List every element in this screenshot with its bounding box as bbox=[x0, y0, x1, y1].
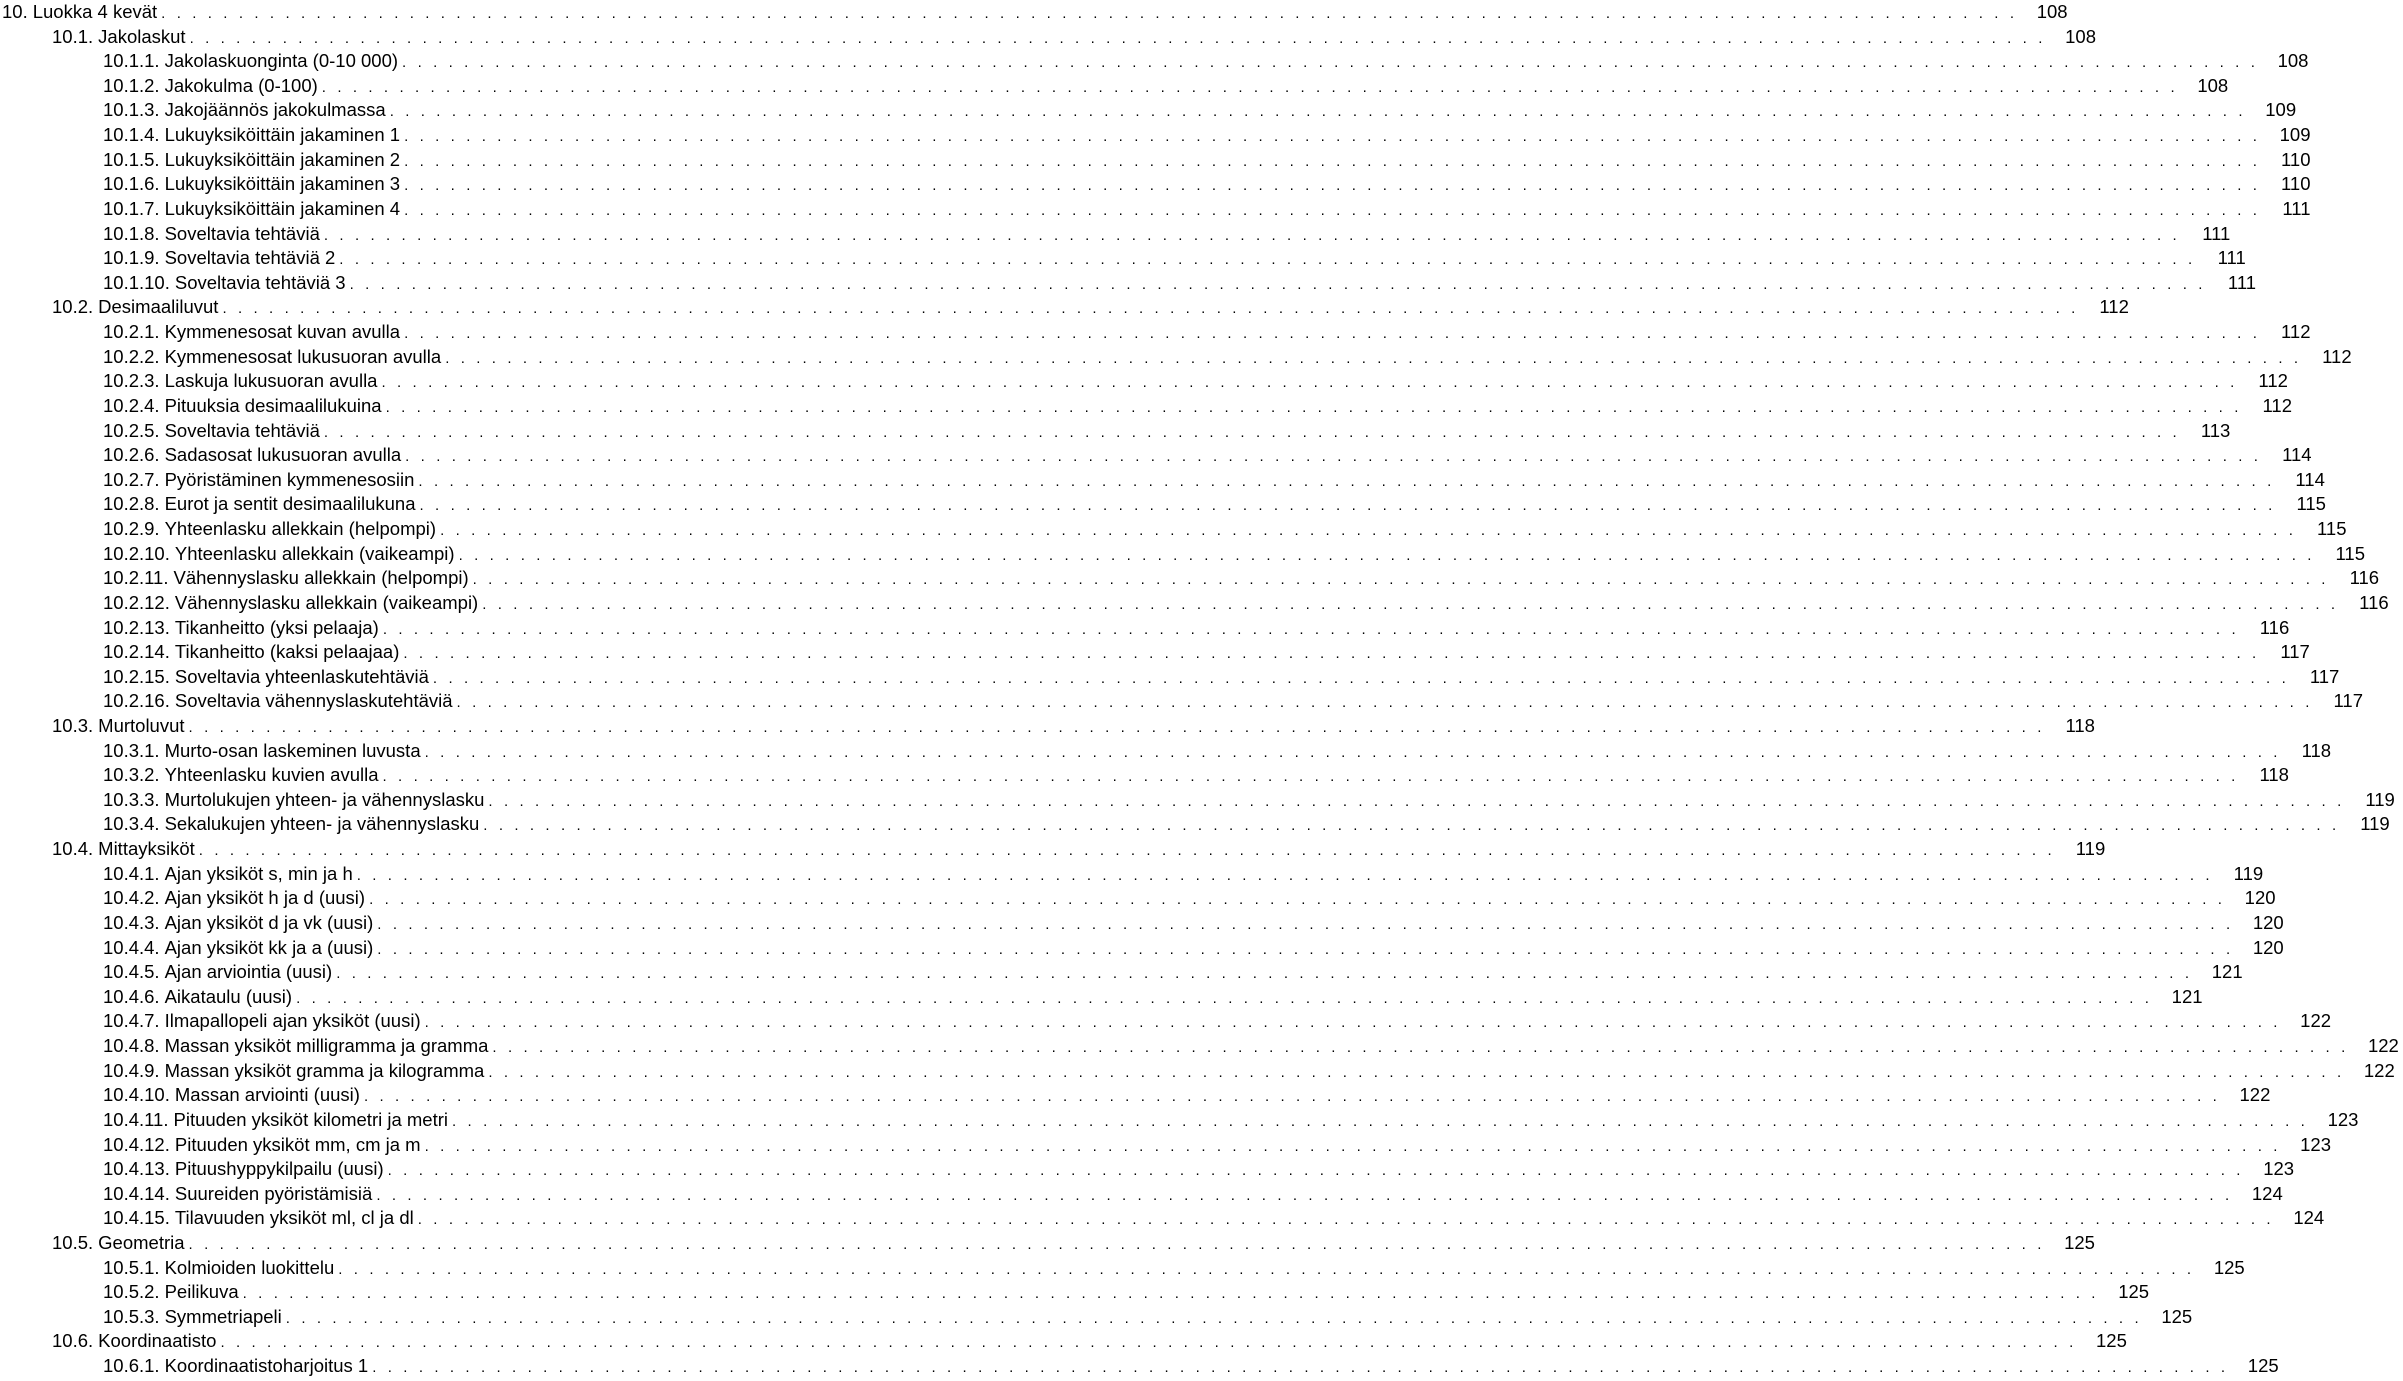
toc-subsection-entry[interactable] bbox=[0, 419, 2231, 444]
toc-subsection-entry[interactable] bbox=[0, 665, 2340, 690]
toc-subsection-entry[interactable] bbox=[0, 911, 2284, 936]
toc-entry-title: Laskuja lukusuoran avulla bbox=[164, 370, 378, 392]
toc-subsection-entry[interactable] bbox=[0, 517, 2347, 542]
toc-dot-leader: . . . . . . . . . . . . . . . . . . . . . . . . . . . . . . . . . . . . . . . . . . . . . . . . . . . . . . . . . . . . . . . . . . . . . . . . . . . . . . . . . . . . . . . . . . . . . . . . . . . . . . . . . . . . . . . . . . . . . . . . bbox=[188, 718, 2045, 736]
toc-page-number: 116 bbox=[2349, 567, 2380, 589]
toc-entry-number: 10.1.10. bbox=[103, 271, 170, 293]
toc-dot-leader: . . . . . . . . . . . . . . . . . . . . . . . . . . . . . . . . . . . . . . . . . . . . . . . . . . . . . . . . . . . . . . . . . . . . . . . . . . . . . . . . . . . . . . . . . . . . . . . . . . . . . . . . . . . . . . . . . . . . . . . . bbox=[382, 768, 2239, 786]
toc-entry-title: Eurot ja sentit desimaalilukuna bbox=[164, 493, 416, 515]
toc-subsection-entry[interactable] bbox=[0, 1256, 2245, 1281]
toc-entry-title: Massan arviointi (uusi) bbox=[174, 1084, 360, 1106]
toc-page-number: 115 bbox=[2335, 542, 2366, 564]
toc-dot-leader: . . . . . . . . . . . . . . . . . . . . . . . . . . . . . . . . . . . . . . . . . . . . . . . . . . . . . . . . . . . . . . . . . . . . . . . . . . . . . . . . . . . . . . . . . . . . . . . . . . . . . . . . . . . . . . . . . . . . . . . . bbox=[381, 374, 2238, 392]
toc-entry-title: Vähennyslasku allekkain (vaikeampi) bbox=[174, 591, 479, 613]
toc-entry-title: Soveltavia tehtäviä 3 bbox=[174, 271, 346, 293]
toc-entry-number: 10.1.3. bbox=[103, 99, 160, 121]
toc-entry-title: Lukuyksiköittäin jakaminen 1 bbox=[164, 124, 401, 146]
toc-entry-title: Pyöristäminen kymmenesosiin bbox=[164, 468, 415, 490]
toc-entry-number: 10.4.4. bbox=[103, 936, 160, 958]
toc-entry-title: Ilmapallopeli ajan yksiköt (uusi) bbox=[164, 1010, 421, 1032]
toc-entry-number: 10.2.5. bbox=[103, 419, 160, 441]
toc-entry-number: 10.4.7. bbox=[103, 1010, 160, 1032]
toc-subsection-entry[interactable] bbox=[0, 123, 2311, 148]
toc-entry-number: 10.5.1. bbox=[103, 1256, 160, 1278]
toc-subsection-entry[interactable] bbox=[0, 788, 2395, 813]
toc-entry-number: 10.2.1. bbox=[103, 321, 160, 343]
toc-page-number: 120 bbox=[2252, 936, 2284, 958]
toc-dot-leader: . . . . . . . . . . . . . . . . . . . . . . . . . . . . . . . . . . . . . . . . . . . . . . . . . . . . . . . . . . . . . . . . . . . . . . . . . . . . . . . . . . . . . . . . . . . . . . . . . . . . . . . . . . . . . . . . . . . . . . . . bbox=[198, 842, 2056, 860]
toc-dot-leader: . . . . . . . . . . . . . . . . . . . . . . . . . . . . . . . . . . . . . . . . . . . . . . . . . . . . . . . . . . . . . . . . . . . . . . . . . . . . . . . . . . . . . . . . . . . . . . . . . . . . . . . . . . . . . . . . . . . . . . . . bbox=[424, 743, 2282, 761]
toc-entry-title: Aikataulu (uusi) bbox=[164, 985, 293, 1007]
toc-page-number: 125 bbox=[2247, 1355, 2279, 1377]
toc-entry-number: 10.1.8. bbox=[103, 222, 160, 244]
toc-subsection-entry[interactable] bbox=[0, 960, 2243, 985]
toc-entry-title: Murtoluvut bbox=[98, 714, 185, 736]
toc-page-number: 125 bbox=[2096, 1330, 2127, 1352]
toc-entry-number: 10.2.8. bbox=[103, 493, 160, 515]
toc-entry-number: 10.4.12. bbox=[103, 1133, 170, 1155]
toc-page-number: 111 bbox=[2227, 271, 2257, 293]
toc-subsection-entry[interactable] bbox=[0, 468, 2325, 493]
toc-dot-leader: . . . . . . . . . . . . . . . . . . . . . . . . . . . . . . . . . . . . . . . . . . . . . . . . . . . . . . . . . . . . . . . . . . . . . . . . . . . . . . . . . . . . . . . . . . . . . . . . . . . . . . . . . . . . . . . . . . . . . . . . bbox=[417, 1211, 2275, 1229]
toc-subsection-entry[interactable] bbox=[0, 1354, 2279, 1379]
toc-subsection-entry[interactable] bbox=[0, 172, 2311, 197]
toc-entry-title: Tilavuuden yksiköt ml, cl ja dl bbox=[174, 1207, 414, 1229]
toc-dot-leader: . . . . . . . . . . . . . . . . . . . . . . . . . . . . . . . . . . . . . . . . . . . . . . . . . . . . . . . . . . . . . . . . . . . . . . . . . . . . . . . . . . . . . . . . . . . . . . . . . . . . . . . . . . . . . . . . . . . . . . . . bbox=[296, 989, 2153, 1007]
toc-subsection-entry[interactable] bbox=[0, 271, 2257, 296]
toc-entry-number: 10.5. bbox=[52, 1232, 94, 1253]
toc-entry-title: Soveltavia tehtäviä bbox=[164, 222, 320, 244]
toc-dot-leader: . . . . . . . . . . . . . . . . . . . . . . . . . . . . . . . . . . . . . . . . . . . . . . . . . . . . . . . . . . . . . . . . . . . . . . . . . . . . . . . . . . . . . . . . . . . . . . . . . . . . . . . . . . . . . . . . . . . . . . . . bbox=[472, 571, 2330, 589]
toc-dot-leader: . . . . . . . . . . . . . . . . . . . . . . . . . . . . . . . . . . . . . . . . . . . . . . . . . . . . . . . . . . . . . . . . . . . . . . . . . . . . . . . . . . . . . . . . . . . . . . . . . . . . . . . . . . . . . . . . . . . . . . . . bbox=[389, 103, 2247, 121]
toc-dot-leader: . . . . . . . . . . . . . . . . . . . . . . . . . . . . . . . . . . . . . . . . . . . . . . . . . . . . . . . . . . . . . . . . . . . . . . . . . . . . . . . . . . . . . . . . . . . . . . . . . . . . . . . . . . . . . . . . . . . . . . . . bbox=[404, 152, 2261, 170]
toc-entry-number: 10.2.10. bbox=[103, 542, 170, 564]
toc-entry-title: Mittayksiköt bbox=[98, 838, 195, 860]
toc-entry-title: Pituuden yksiköt mm, cm ja m bbox=[174, 1133, 421, 1155]
toc-entry-number: 10.3.3. bbox=[103, 788, 160, 810]
toc-entry-number: 10.2.6. bbox=[103, 444, 160, 466]
toc-subsection-entry[interactable] bbox=[0, 1083, 2271, 1108]
toc-subsection-entry[interactable] bbox=[0, 640, 2310, 665]
toc-entry-title: Kolmioiden luokittelu bbox=[164, 1256, 335, 1278]
toc-entry-number: 10.4.13. bbox=[103, 1158, 170, 1180]
toc-dot-leader: . . . . . . . . . . . . . . . . . . . . . . . . . . . . . . . . . . . . . . . . . . . . . . . . . . . . . . . . . . . . . . . . . . . . . . . . . . . . . . . . . . . . . . . . . . . . . . . . . . . . . . . . . . . . . . . . . . . . . . . . bbox=[338, 1260, 2195, 1278]
toc-page-number: 115 bbox=[2296, 493, 2326, 515]
toc-entry-number: 10.4.14. bbox=[103, 1182, 170, 1204]
toc-entry-number: 10.1.9. bbox=[103, 247, 160, 269]
toc-entry-number: 10.1.1. bbox=[103, 50, 160, 72]
toc-subsection-entry[interactable] bbox=[0, 98, 2297, 123]
toc-dot-leader: . . . . . . . . . . . . . . . . . . . . . . . . . . . . . . . . . . . . . . . . . . . . . . . . . . . . . . . . . . . . . . . . . . . . . . . . . . . . . . . . . . . . . . . . . . . . . . . . . . . . . . . . . . . . . . . . . . . . . . . . bbox=[432, 669, 2290, 687]
toc-entry-number: 10.4. bbox=[52, 838, 94, 860]
toc-page-number: 112 bbox=[2258, 370, 2288, 392]
toc-page-number: 112 bbox=[2099, 296, 2129, 318]
toc-entry-title: Kymmenesosat kuvan avulla bbox=[164, 321, 401, 343]
toc-entry-number: 10.5.3. bbox=[103, 1305, 160, 1327]
toc-entry-number: 10.2.13. bbox=[103, 616, 170, 638]
toc-entry-title: Symmetriapeli bbox=[164, 1305, 282, 1327]
toc-dot-leader: . . . . . . . . . . . . . . . . . . . . . . . . . . . . . . . . . . . . . . . . . . . . . . . . . . . . . . . . . . . . . . . . . . . . . . . . . . . . . . . . . . . . . . . . . . . . . . . . . . . . . . . . . . . . . . . . . . . . . . . . bbox=[323, 226, 2181, 244]
toc-subsection-entry[interactable] bbox=[0, 1034, 2399, 1059]
toc-entry-title: Geometria bbox=[98, 1232, 185, 1253]
toc-entry-title: Desimaaliluvut bbox=[98, 296, 219, 318]
toc-subsection-entry[interactable] bbox=[0, 320, 2311, 345]
toc-chapter-entry[interactable] bbox=[0, 0, 2068, 25]
toc-dot-leader: . . . . . . . . . . . . . . . . . . . . . . . . . . . . . . . . . . . . . . . . . . . . . . . . . . . . . . . . . . . . . . . . . . . . . . . . . . . . . . . . . . . . . . . . . . . . . . . . . . . . . . . . . . . . . . . . . . . . . . . . bbox=[372, 1359, 2229, 1377]
toc-subsection-entry[interactable] bbox=[0, 616, 2290, 641]
toc-entry-title: Peilikuva bbox=[164, 1281, 239, 1303]
toc-dot-leader: . . . . . . . . . . . . . . . . . . . . . . . . . . . . . . . . . . . . . . . . . . . . . . . . . . . . . . . . . . . . . . . . . . . . . . . . . . . . . . . . . . . . . . . . . . . . . . . . . . . . . . . . . . . . . . . . . . . . . . . . bbox=[339, 251, 2196, 269]
toc-entry-title: Murto-osan laskeminen luvusta bbox=[164, 739, 421, 761]
toc-page-number: 120 bbox=[2244, 887, 2276, 909]
toc-page-number: 122 bbox=[2363, 1059, 2395, 1081]
toc-entry-number: 10.3.1. bbox=[103, 739, 160, 761]
toc-entry-title: Jakojäännös jakokulmassa bbox=[164, 99, 386, 121]
toc-entry-title: Soveltavia tehtäviä bbox=[164, 419, 320, 441]
toc-page-number: 116 bbox=[2259, 616, 2290, 638]
toc-dot-leader: . . . . . . . . . . . . . . . . . . . . . . . . . . . . . . . . . . . . . . . . . . . . . . . . . . . . . . . . . . . . . . . . . . . . . . . . . . . . . . . . . . . . . . . . . . . . . . . . . . . . . . . . . . . . . . . . . . . . . . . . bbox=[387, 1162, 2245, 1180]
toc-dot-leader: . . . . . . . . . . . . . . . . . . . . . . . . . . . . . . . . . . . . . . . . . . . . . . . . . . . . . . . . . . . . . . . . . . . . . . . . . . . . . . . . . . . . . . . . . . . . . . . . . . . . . . . . . . . . . . . . . . . . . . . . bbox=[363, 1088, 2221, 1106]
toc-page-number: 114 bbox=[2295, 468, 2325, 490]
toc-subsection-entry[interactable] bbox=[0, 492, 2326, 517]
toc-page-number: 123 bbox=[2300, 1133, 2332, 1155]
toc-section-entry[interactable] bbox=[0, 714, 2095, 739]
toc-page-number: 124 bbox=[2251, 1182, 2283, 1204]
toc-entry-title: Yhteenlasku allekkain (vaikeampi) bbox=[174, 542, 455, 564]
toc-dot-leader: . . . . . . . . . . . . . . . . . . . . . . . . . . . . . . . . . . . . . . . . . . . . . . . . . . . . . . . . . . . . . . . . . . . . . . . . . . . . . . . . . . . . . . . . . . . . . . . . . . . . . . . . . . . . . . . . . . . . . . . . bbox=[377, 915, 2234, 933]
toc-dot-leader: . . . . . . . . . . . . . . . . . . . . . . . . . . . . . . . . . . . . . . . . . . . . . . . . . . . . . . . . . . . . . . . . . . . . . . . . . . . . . . . . . . . . . . . . . . . . . . . . . . . . . . . . . . . . . . . . . . . . . . . . bbox=[382, 620, 2240, 638]
toc-page-number: 119 bbox=[2233, 862, 2264, 884]
toc-subsection-entry[interactable] bbox=[0, 936, 2284, 961]
toc-dot-leader: . . . . . . . . . . . . . . . . . . . . . . . . . . . . . . . . . . . . . . . . . . . . . . . . . . . . . . . . . . . . . . . . . . . . . . . . . . . . . . . . . . . . . . . . . . . . . . . . . . . . . . . . . . . . . . . . . . . . . . . . bbox=[405, 448, 2262, 466]
toc-page-number: 112 bbox=[2281, 321, 2311, 343]
toc-page-number: 118 bbox=[2065, 714, 2095, 736]
toc-page-number: 122 bbox=[2300, 1010, 2332, 1032]
toc-page-number: 113 bbox=[2200, 419, 2231, 441]
toc-dot-leader: . . . . . . . . . . . . . . . . . . . . . . . . . . . . . . . . . . . . . . . . . . . . . . . . . . . . . . . . . . . . . . . . . . . . . . . . . . . . . . . . . . . . . . . . . . . . . . . . . . . . . . . . . . . . . . . . . . . . . . . . bbox=[323, 423, 2181, 441]
toc-page-number: 125 bbox=[2064, 1232, 2095, 1253]
toc-dot-leader: . . . . . . . . . . . . . . . . . . . . . . . . . . . . . . . . . . . . . . . . . . . . . . . . . . . . . . . . . . . . . . . . . . . . . . . . . . . . . . . . . . . . . . . . . . . . . . . . . . . . . . . . . . . . . . . . . . . . . . . . bbox=[483, 817, 2340, 835]
toc-subsection-entry[interactable] bbox=[0, 222, 2231, 247]
toc-dot-leader: . . . . . . . . . . . . . . . . . . . . . . . . . . . . . . . . . . . . . . . . . . . . . . . . . . . . . . . . . . . . . . . . . . . . . . . . . . . . . . . . . . . . . . . . . . . . . . . . . . . . . . . . . . . . . . . . . . . . . . . . bbox=[424, 1014, 2282, 1032]
toc-dot-leader: . . . . . . . . . . . . . . . . . . . . . . . . . . . . . . . . . . . . . . . . . . . . . . . . . . . . . . . . . . . . . . . . . . . . . . . . . . . . . . . . . . . . . . . . . . . . . . . . . . . . . . . . . . . . . . . . . . . . . . . . bbox=[189, 29, 2046, 47]
toc-page-number: 117 bbox=[2333, 690, 2363, 712]
toc-page-number: 119 bbox=[2075, 838, 2106, 860]
toc-entry-number: 10.1.6. bbox=[103, 173, 160, 195]
toc-entry-number: 10.2.7. bbox=[103, 468, 160, 490]
toc-page-number: 120 bbox=[2252, 911, 2284, 933]
toc-subsection-entry[interactable] bbox=[0, 1133, 2332, 1158]
toc-entry-title: Murtolukujen yhteen- ja vähennyslasku bbox=[164, 788, 485, 810]
toc-page-number: 112 bbox=[2262, 394, 2292, 416]
toc-entry-number: 10.4.8. bbox=[103, 1035, 160, 1057]
toc-page-number: 108 bbox=[2277, 50, 2309, 72]
toc-page-number: 115 bbox=[2317, 518, 2347, 540]
toc-subsection-entry[interactable] bbox=[0, 812, 2390, 837]
toc-dot-leader: . . . . . . . . . . . . . . . . . . . . . . . . . . . . . . . . . . . . . . . . . . . . . . . . . . . . . . . . . . . . . . . . . . . . . . . . . . . . . . . . . . . . . . . . . . . . . . . . . . . . . . . . . . . . . . . . . . . . . . . . bbox=[445, 349, 2302, 367]
toc-dot-leader: . . . . . . . . . . . . . . . . . . . . . . . . . . . . . . . . . . . . . . . . . . . . . . . . . . . . . . . . . . . . . . . . . . . . . . . . . . . . . . . . . . . . . . . . . . . . . . . . . . . . . . . . . . . . . . . . . . . . . . . . bbox=[385, 398, 2242, 416]
toc-section-entry[interactable] bbox=[0, 1329, 2127, 1354]
toc-dot-leader: . . . . . . . . . . . . . . . . . . . . . . . . . . . . . . . . . . . . . . . . . . . . . . . . . . . . . . . . . . . . . . . . . . . . . . . . . . . . . . . . . . . . . . . . . . . . . . . . . . . . . . . . . . . . . . . . . . . . . . . . bbox=[404, 128, 2261, 146]
toc-entry-title: Koordinaatistoharjoitus 1 bbox=[164, 1355, 369, 1377]
toc-page-number: 117 bbox=[2309, 665, 2340, 687]
toc-entry-title: Lukuyksiköittäin jakaminen 4 bbox=[164, 197, 401, 219]
toc-entry-number: 10.6.1. bbox=[103, 1355, 160, 1377]
toc-dot-leader: . . . . . . . . . . . . . . . . . . . . . . . . . . . . . . . . . . . . . . . . . . . . . . . . . . . . . . . . . . . . . . . . . . . . . . . . . . . . . . . . . . . . . . . . . . . . . . . . . . . . . . . . . . . . . . . . . . . . . . . . bbox=[458, 546, 2316, 564]
toc-entry-title: Kymmenesosat lukusuoran avulla bbox=[164, 345, 442, 367]
toc-entry-title: Ajan yksiköt h ja d (uusi) bbox=[164, 887, 366, 909]
toc-dot-leader: . . . . . . . . . . . . . . . . . . . . . . . . . . . . . . . . . . . . . . . . . . . . . . . . . . . . . . . . . . . . . . . . . . . . . . . . . . . . . . . . . . . . . . . . . . . . . . . . . . . . . . . . . . . . . . . . . . . . . . . . bbox=[242, 1285, 2100, 1303]
toc-dot-leader: . . . . . . . . . . . . . . . . . . . . . . . . . . . . . . . . . . . . . . . . . . . . . . . . . . . . . . . . . . . . . . . . . . . . . . . . . . . . . . . . . . . . . . . . . . . . . . . . . . . . . . . . . . . . . . . . . . . . . . . . bbox=[321, 78, 2179, 96]
toc-entry-number: 10.4.3. bbox=[103, 911, 160, 933]
toc-entry-number: 10.2.11. bbox=[103, 567, 169, 589]
toc-section-entry[interactable] bbox=[0, 295, 2129, 320]
toc-entry-number: 10.4.9. bbox=[103, 1059, 160, 1081]
toc-page-number: 117 bbox=[2280, 641, 2310, 663]
toc-subsection-entry[interactable] bbox=[0, 1206, 2325, 1231]
toc-entry-title: Ajan yksiköt s, min ja h bbox=[164, 862, 353, 884]
toc-subsection-entry[interactable] bbox=[0, 542, 2366, 567]
toc-page-number: 125 bbox=[2118, 1281, 2150, 1303]
toc-page-number: 110 bbox=[2281, 148, 2311, 170]
toc-page-number: 121 bbox=[2211, 961, 2243, 983]
toc-entry-title: Lukuyksiköittäin jakaminen 2 bbox=[164, 148, 401, 170]
toc-entry-number: 10.4.1. bbox=[103, 862, 160, 884]
toc-entry-title: Ajan yksiköt kk ja a (uusi) bbox=[164, 936, 374, 958]
toc-dot-leader: . . . . . . . . . . . . . . . . . . . . . . . . . . . . . . . . . . . . . . . . . . . . . . . . . . . . . . . . . . . . . . . . . . . . . . . . . . . . . . . . . . . . . . . . . . . . . . . . . . . . . . . . . . . . . . . . . . . . . . . . bbox=[220, 1334, 2077, 1352]
toc-subsection-entry[interactable] bbox=[0, 74, 2229, 99]
toc-entry-title: Suureiden pyöristämisiä bbox=[174, 1182, 373, 1204]
toc-page-number: 111 bbox=[2282, 197, 2311, 219]
toc-entry-number: 10.3.2. bbox=[103, 764, 160, 786]
toc-dot-leader: . . . . . . . . . . . . . . . . . . . . . . . . . . . . . . . . . . . . . . . . . . . . . . . . . . . . . . . . . . . . . . . . . . . . . . . . . . . . . . . . . . . . . . . . . . . . . . . . . . . . . . . . . . . . . . . . . . . . . . . . bbox=[488, 1063, 2345, 1081]
toc-entry-title: Soveltavia tehtäviä 2 bbox=[164, 247, 336, 269]
toc-entry-number: 10.2.15. bbox=[103, 665, 170, 687]
toc-subsection-entry[interactable] bbox=[0, 1059, 2395, 1084]
toc-subsection-entry[interactable] bbox=[0, 763, 2289, 788]
toc-dot-leader: . . . . . . . . . . . . . . . . . . . . . . . . . . . . . . . . . . . . . . . . . . . . . . . . . . . . . . . . . . . . . . . . . . . . . . . . . . . . . . . . . . . . . . . . . . . . . . . . . . . . . . . . . . . . . . . . . . . . . . . . bbox=[404, 177, 2261, 195]
toc-page-number: 121 bbox=[2171, 985, 2203, 1007]
toc-entry-number: 10.4.10. bbox=[103, 1084, 170, 1106]
toc-subsection-entry[interactable] bbox=[0, 148, 2311, 173]
toc-page-number: 119 bbox=[2360, 813, 2390, 835]
toc-page-number: 118 bbox=[2259, 764, 2289, 786]
toc-subsection-entry[interactable] bbox=[0, 862, 2264, 887]
toc-dot-leader: . . . . . . . . . . . . . . . . . . . . . . . . . . . . . . . . . . . . . . . . . . . . . . . . . . . . . . . . . . . . . . . . . . . . . . . . . . . . . . . . . . . . . . . . . . . . . . . . . . . . . . . . . . . . . . . . . . . . . . . . bbox=[222, 300, 2079, 318]
toc-subsection-entry[interactable] bbox=[0, 985, 2203, 1010]
toc-dot-leader: . . . . . . . . . . . . . . . . . . . . . . . . . . . . . . . . . . . . . . . . . . . . . . . . . . . . . . . . . . . . . . . . . . . . . . . . . . . . . . . . . . . . . . . . . . . . . . . . . . . . . . . . . . . . . . . . . . . . . . . . bbox=[336, 965, 2193, 983]
toc-entry-title: Soveltavia yhteenlaskutehtäviä bbox=[174, 665, 429, 687]
toc-page-number: 109 bbox=[2265, 99, 2297, 121]
toc-entry-title: Luokka 4 kevät bbox=[32, 1, 158, 22]
toc-subsection-entry[interactable] bbox=[0, 1305, 2193, 1330]
toc-page-number: 116 bbox=[2359, 591, 2389, 613]
toc-page-number: 123 bbox=[2263, 1158, 2295, 1180]
toc-dot-leader: . . . . . . . . . . . . . . . . . . . . . . . . . . . . . . . . . . . . . . . . . . . . . . . . . . . . . . . . . . . . . . . . . . . . . . . . . . . . . . . . . . . . . . . . . . . . . . . . . . . . . . . . . . . . . . . . . . . . . . . . bbox=[452, 1112, 2309, 1130]
toc-subsection-entry[interactable] bbox=[0, 246, 2246, 271]
toc-dot-leader: . . . . . . . . . . . . . . . . . . . . . . . . . . . . . . . . . . . . . . . . . . . . . . . . . . . . . . . . . . . . . . . . . . . . . . . . . . . . . . . . . . . . . . . . . . . . . . . . . . . . . . . . . . . . . . . . . . . . . . . . bbox=[424, 1137, 2282, 1155]
toc-dot-leader: . . . . . . . . . . . . . . . . . . . . . . . . . . . . . . . . . . . . . . . . . . . . . . . . . . . . . . . . . . . . . . . . . . . . . . . . . . . . . . . . . . . . . . . . . . . . . . . . . . . . . . . . . . . . . . . . . . . . . . . . bbox=[419, 497, 2276, 515]
toc-page-number: 122 bbox=[2367, 1035, 2399, 1057]
toc-subsection-entry[interactable] bbox=[0, 739, 2332, 764]
toc-page-number: 108 bbox=[2197, 74, 2229, 96]
toc-dot-leader: . . . . . . . . . . . . . . . . . . . . . . . . . . . . . . . . . . . . . . . . . . . . . . . . . . . . . . . . . . . . . . . . . . . . . . . . . . . . . . . . . . . . . . . . . . . . . . . . . . . . . . . . . . . . . . . . . . . . . . . . bbox=[161, 5, 2018, 22]
toc-dot-leader: . . . . . . . . . . . . . . . . . . . . . . . . . . . . . . . . . . . . . . . . . . . . . . . . . . . . . . . . . . . . . . . . . . . . . . . . . . . . . . . . . . . . . . . . . . . . . . . . . . . . . . . . . . . . . . . . . . . . . . . . bbox=[456, 694, 2313, 712]
toc-dot-leader: . . . . . . . . . . . . . . . . . . . . . . . . . . . . . . . . . . . . . . . . . . . . . . . . . . . . . . . . . . . . . . . . . . . . . . . . . . . . . . . . . . . . . . . . . . . . . . . . . . . . . . . . . . . . . . . . . . . . . . . . bbox=[482, 595, 2339, 613]
toc-entry-title: Yhteenlasku kuvien avulla bbox=[164, 764, 379, 786]
toc-entry-number: 10.4.15. bbox=[103, 1207, 170, 1229]
toc-entry-number: 10.2.16. bbox=[103, 690, 170, 712]
toc-page-number: 119 bbox=[2365, 788, 2395, 810]
toc-entry-title: Jakokulma (0-100) bbox=[164, 74, 318, 96]
toc-subsection-entry[interactable] bbox=[0, 1280, 2150, 1305]
toc-dot-leader: . . . . . . . . . . . . . . . . . . . . . . . . . . . . . . . . . . . . . . . . . . . . . . . . . . . . . . . . . . . . . . . . . . . . . . . . . . . . . . . . . . . . . . . . . . . . . . . . . . . . . . . . . . . . . . . . . . . . . . . . bbox=[349, 275, 2207, 293]
toc-dot-leader: . . . . . . . . . . . . . . . . . . . . . . . . . . . . . . . . . . . . . . . . . . . . . . . . . . . . . . . . . . . . . . . . . . . . . . . . . . . . . . . . . . . . . . . . . . . . . . . . . . . . . . . . . . . . . . . . . . . . . . . . bbox=[404, 325, 2261, 343]
toc-entry-title: Tikanheitto (yksi pelaaja) bbox=[174, 616, 379, 638]
toc-subsection-entry[interactable] bbox=[0, 1157, 2295, 1182]
toc-entry-number: 10.3. bbox=[52, 714, 94, 736]
toc-page-number: 111 bbox=[2202, 222, 2231, 244]
toc-entry-number: 10.3.4. bbox=[103, 813, 160, 835]
toc-page-number: 111 bbox=[2217, 247, 2246, 269]
toc-entry-title: Yhteenlasku allekkain (helpompi) bbox=[164, 518, 437, 540]
toc-dot-leader: . . . . . . . . . . . . . . . . . . . . . . . . . . . . . . . . . . . . . . . . . . . . . . . . . . . . . . . . . . . . . . . . . . . . . . . . . . . . . . . . . . . . . . . . . . . . . . . . . . . . . . . . . . . . . . . . . . . . . . . . bbox=[488, 792, 2345, 810]
toc-subsection-entry[interactable] bbox=[0, 566, 2380, 591]
toc-subsection-entry[interactable] bbox=[0, 369, 2288, 394]
toc-section-entry[interactable] bbox=[0, 25, 2096, 50]
toc-entry-number: 10.4.2. bbox=[103, 887, 160, 909]
toc-entry-title: Jakolaskut bbox=[98, 25, 186, 47]
toc-entry-title: Jakolaskuonginta (0-10 000) bbox=[164, 50, 399, 72]
toc-page-number: 122 bbox=[2239, 1084, 2271, 1106]
toc-section-entry[interactable] bbox=[0, 1231, 2095, 1256]
toc-subsection-entry[interactable] bbox=[0, 394, 2292, 419]
toc-entry-title: Pituushyppykilpailu (uusi) bbox=[174, 1158, 384, 1180]
toc-dot-leader: . . . . . . . . . . . . . . . . . . . . . . . . . . . . . . . . . . . . . . . . . . . . . . . . . . . . . . . . . . . . . . . . . . . . . . . . . . . . . . . . . . . . . . . . . . . . . . . . . . . . . . . . . . . . . . . . . . . . . . . . bbox=[492, 1039, 2349, 1057]
toc-entry-title: Tikanheitto (kaksi pelaajaa) bbox=[174, 641, 400, 663]
toc-dot-leader: . . . . . . . . . . . . . . . . . . . . . . . . . . . . . . . . . . . . . . . . . . . . . . . . . . . . . . . . . . . . . . . . . . . . . . . . . . . . . . . . . . . . . . . . . . . . . . . . . . . . . . . . . . . . . . . . . . . . . . . . bbox=[404, 201, 2261, 219]
toc-page-number: 118 bbox=[2301, 739, 2332, 761]
toc-page-number: 108 bbox=[2036, 1, 2068, 22]
toc-section-entry[interactable] bbox=[0, 837, 2106, 862]
toc-entry-title: Massan yksiköt gramma ja kilogramma bbox=[164, 1059, 485, 1081]
toc-page-number: 124 bbox=[2293, 1207, 2325, 1229]
toc-dot-leader: . . . . . . . . . . . . . . . . . . . . . . . . . . . . . . . . . . . . . . . . . . . . . . . . . . . . . . . . . . . . . . . . . . . . . . . . . . . . . . . . . . . . . . . . . . . . . . . . . . . . . . . . . . . . . . . . . . . . . . . . bbox=[376, 1186, 2233, 1204]
toc-subsection-entry[interactable] bbox=[0, 689, 2363, 714]
toc-entry-title: Sekalukujen yhteen- ja vähennyslasku bbox=[164, 813, 480, 835]
toc-entry-title: Lukuyksiköittäin jakaminen 3 bbox=[164, 173, 401, 195]
toc-entry-number: 10.2.2. bbox=[103, 345, 160, 367]
toc-entry-number: 10.2. bbox=[52, 296, 94, 318]
toc-entry-number: 10.4.11. bbox=[103, 1108, 169, 1130]
toc-entry-number: 10.1.5. bbox=[103, 148, 160, 170]
toc-dot-leader: . . . . . . . . . . . . . . . . . . . . . . . . . . . . . . . . . . . . . . . . . . . . . . . . . . . . . . . . . . . . . . . . . . . . . . . . . . . . . . . . . . . . . . . . . . . . . . . . . . . . . . . . . . . . . . . . . . . . . . . . bbox=[403, 645, 2260, 663]
toc-entry-number: 10.1. bbox=[52, 25, 94, 47]
toc-entry-title: Ajan arviointia (uusi) bbox=[164, 961, 333, 983]
toc-entry-number: 10.1.2. bbox=[103, 74, 160, 96]
toc-subsection-entry[interactable] bbox=[0, 443, 2312, 468]
toc-entry-number: 10.4.5. bbox=[103, 961, 160, 983]
toc-entry-number: 10.5.2. bbox=[103, 1281, 160, 1303]
toc-entry-number: 10.2.14. bbox=[103, 641, 170, 663]
toc-entry-title: Soveltavia vähennyslaskutehtäviä bbox=[174, 690, 453, 712]
toc-dot-leader: . . . . . . . . . . . . . . . . . . . . . . . . . . . . . . . . . . . . . . . . . . . . . . . . . . . . . . . . . . . . . . . . . . . . . . . . . . . . . . . . . . . . . . . . . . . . . . . . . . . . . . . . . . . . . . . . . . . . . . . . bbox=[418, 472, 2275, 490]
toc-dot-leader: . . . . . . . . . . . . . . . . . . . . . . . . . . . . . . . . . . . . . . . . . . . . . . . . . . . . . . . . . . . . . . . . . . . . . . . . . . . . . . . . . . . . . . . . . . . . . . . . . . . . . . . . . . . . . . . . . . . . . . . . bbox=[377, 940, 2234, 958]
toc-entry-title: Vähennyslasku allekkain (helpompi) bbox=[173, 567, 469, 589]
toc-entry-number: 10.2.4. bbox=[103, 394, 160, 416]
toc-entry-number: 10.2.12. bbox=[103, 591, 170, 613]
toc-dot-leader: . . . . . . . . . . . . . . . . . . . . . . . . . . . . . . . . . . . . . . . . . . . . . . . . . . . . . . . . . . . . . . . . . . . . . . . . . . . . . . . . . . . . . . . . . . . . . . . . . . . . . . . . . . . . . . . . . . . . . . . . bbox=[402, 54, 2259, 72]
toc-entry-number: 10.2.9. bbox=[103, 518, 160, 540]
toc-entry-title: Koordinaatisto bbox=[98, 1330, 217, 1352]
toc-dot-leader: . . . . . . . . . . . . . . . . . . . . . . . . . . . . . . . . . . . . . . . . . . . . . . . . . . . . . . . . . . . . . . . . . . . . . . . . . . . . . . . . . . . . . . . . . . . . . . . . . . . . . . . . . . . . . . . . . . . . . . . . bbox=[440, 522, 2297, 540]
toc-page-number: 125 bbox=[2213, 1256, 2245, 1278]
toc-entry-number: 10.2.3. bbox=[103, 370, 160, 392]
toc-subsection-entry[interactable] bbox=[0, 49, 2309, 74]
toc-entry-number: 10.1.7. bbox=[103, 197, 160, 219]
toc-dot-leader: . . . . . . . . . . . . . . . . . . . . . . . . . . . . . . . . . . . . . . . . . . . . . . . . . . . . . . . . . . . . . . . . . . . . . . . . . . . . . . . . . . . . . . . . . . . . . . . . . . . . . . . . . . . . . . . . . . . . . . . . bbox=[356, 866, 2214, 884]
toc-subsection-entry[interactable] bbox=[0, 1182, 2283, 1207]
toc-dot-leader: . . . . . . . . . . . . . . . . . . . . . . . . . . . . . . . . . . . . . . . . . . . . . . . . . . . . . . . . . . . . . . . . . . . . . . . . . . . . . . . . . . . . . . . . . . . . . . . . . . . . . . . . . . . . . . . . . . . . . . . . bbox=[369, 891, 2226, 909]
toc-page-number: 112 bbox=[2322, 345, 2352, 367]
toc-entry-number: 10.4.6. bbox=[103, 985, 160, 1007]
toc-dot-leader: . . . . . . . . . . . . . . . . . . . . . . . . . . . . . . . . . . . . . . . . . . . . . . . . . . . . . . . . . . . . . . . . . . . . . . . . . . . . . . . . . . . . . . . . . . . . . . . . . . . . . . . . . . . . . . . . . . . . . . . . bbox=[285, 1309, 2143, 1327]
toc-entry-title: Pituuden yksiköt kilometri ja metri bbox=[173, 1108, 449, 1130]
toc-page-number: 109 bbox=[2279, 124, 2311, 146]
toc-entry-title: Sadasosat lukusuoran avulla bbox=[164, 444, 402, 466]
toc-subsection-entry[interactable] bbox=[0, 1009, 2332, 1034]
toc-page-number: 114 bbox=[2282, 444, 2312, 466]
toc-page-number: 123 bbox=[2327, 1108, 2359, 1130]
toc-subsection-entry[interactable] bbox=[0, 886, 2276, 911]
toc-subsection-entry[interactable] bbox=[0, 591, 2389, 616]
toc-subsection-entry[interactable] bbox=[0, 345, 2352, 370]
toc-dot-leader: . . . . . . . . . . . . . . . . . . . . . . . . . . . . . . . . . . . . . . . . . . . . . . . . . . . . . . . . . . . . . . . . . . . . . . . . . . . . . . . . . . . . . . . . . . . . . . . . . . . . . . . . . . . . . . . . . . . . . . . . bbox=[188, 1236, 2045, 1253]
toc-entry-title: Ajan yksiköt d ja vk (uusi) bbox=[164, 911, 374, 933]
toc-page-number: 108 bbox=[2065, 25, 2096, 47]
toc-entry-title: Pituuksia desimaalilukuina bbox=[164, 394, 382, 416]
toc-page-number: 110 bbox=[2281, 173, 2311, 195]
toc-entry-number: 10. bbox=[2, 1, 28, 22]
toc-page-number: 125 bbox=[2161, 1305, 2193, 1327]
toc-entry-number: 10.1.4. bbox=[103, 124, 160, 146]
toc-subsection-entry[interactable] bbox=[0, 197, 2311, 222]
toc-subsection-entry[interactable] bbox=[0, 1108, 2359, 1133]
toc-entry-number: 10.6. bbox=[52, 1330, 94, 1352]
toc-entry-title: Massan yksiköt milligramma ja gramma bbox=[164, 1035, 489, 1057]
